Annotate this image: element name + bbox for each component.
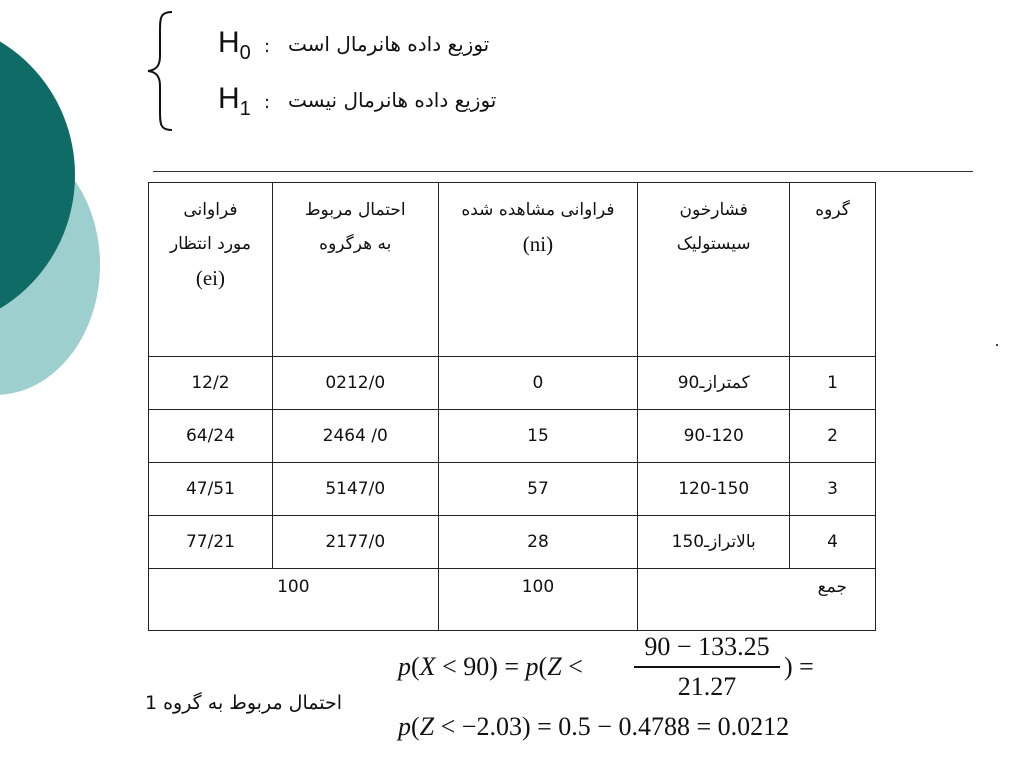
cell-pressure: بالاترازـ150: [638, 516, 790, 569]
divider-line: [153, 171, 973, 172]
formula1-lhs: p(X < 90) = p(Z <: [398, 652, 583, 681]
frequency-table: [148, 182, 876, 631]
h1-colon: :: [264, 92, 271, 113]
fraction-denominator: 21.27: [677, 671, 737, 701]
probability-formula-line2: p(Z < −2.03) = 0.5 − 0.4788 = 0.0212: [398, 712, 790, 741]
h0-symbol: $H_0$: [218, 26, 251, 64]
cell-group: 2: [790, 410, 876, 463]
curly-brace: [142, 8, 178, 134]
cell-pressure: 90-120: [638, 410, 790, 463]
cell-observed: 28: [438, 516, 638, 569]
cell-observed: 0: [438, 357, 638, 410]
cell-observed: 15: [438, 410, 638, 463]
h0-text: توزیع داده هانرمال است: [288, 32, 490, 56]
table-row: [149, 516, 876, 569]
cell-group: 4: [790, 516, 876, 569]
cell-group: 1: [790, 357, 876, 410]
total-observed: 100: [438, 569, 638, 631]
header-pressure: فشارخون سیستولیک: [638, 183, 790, 357]
fraction-numerator: 90 − 133.25: [644, 632, 770, 661]
total-label: جمع: [638, 569, 876, 631]
formula-fraction: [634, 630, 780, 704]
hypothesis-h1: [218, 82, 528, 122]
header-observed: فراوانی مشاهده شده (ni): [438, 183, 638, 357]
hypothesis-h0: [218, 26, 528, 66]
header-group: گروه: [790, 183, 876, 357]
h1-text: توزیع داده هانرمال نیست: [288, 88, 497, 112]
probability-formula-line1: [398, 630, 818, 700]
table-row: [149, 410, 876, 463]
h0-colon: :: [264, 36, 271, 57]
cell-pressure: 120-150: [638, 463, 790, 516]
cell-probability: 0/ 2464: [272, 410, 438, 463]
stray-dot: [996, 344, 998, 346]
cell-pressure: کمترازـ90: [638, 357, 790, 410]
table-header-row: [149, 183, 876, 357]
cell-expected: 47/51: [149, 463, 273, 516]
table-total-row: [149, 569, 876, 631]
formula1-rhs: ) =: [784, 652, 814, 681]
cell-expected: 64/24: [149, 410, 273, 463]
probability-note: احتمال مربوط به گروه 1: [144, 692, 342, 714]
cell-probability: 2177/0: [272, 516, 438, 569]
fraction-bar: [634, 666, 780, 668]
cell-probability: 5147/0: [272, 463, 438, 516]
header-probability: احتمال مربوط به هرگروه: [272, 183, 438, 357]
table-row: [149, 463, 876, 516]
cell-observed: 57: [438, 463, 638, 516]
cell-group: 3: [790, 463, 876, 516]
total-expected: 100: [149, 569, 439, 631]
table-row: [149, 357, 876, 410]
cell-probability: 0212/0: [272, 357, 438, 410]
h1-symbol: $H_1$: [218, 82, 251, 120]
cell-expected: 77/21: [149, 516, 273, 569]
header-expected: فراوانی مورد انتظار (ei): [149, 183, 273, 357]
cell-expected: 12/2: [149, 357, 273, 410]
